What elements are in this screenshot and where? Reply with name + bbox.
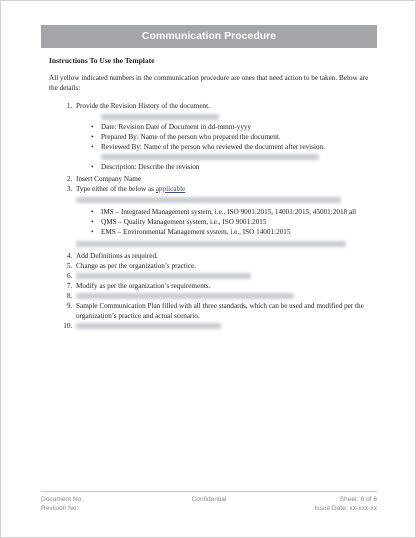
sub-item-redacted <box>91 152 371 162</box>
sub-item: • Description: Describe the revision <box>91 162 371 172</box>
step-item <box>74 281 371 291</box>
document-title: Communication Procedure <box>41 25 377 48</box>
step-item <box>74 261 371 271</box>
step-text: Sample Communication Plan filled with all three standards, which can be used and modified per the organization’s practice and actual scenario. <box>76 302 364 320</box>
sub-item: • QMS – Quality Management system, i.e., ISO 9001:2015 <box>91 217 371 227</box>
step-item <box>74 174 371 184</box>
step-item <box>74 101 371 172</box>
revision-no-label: Revision No: <box>41 505 79 512</box>
document-no-label: Document No: <box>41 496 84 503</box>
step-item <box>74 251 371 261</box>
footer-divider <box>41 491 377 492</box>
instructions-section <box>49 56 371 331</box>
footer-right <box>314 495 377 513</box>
redacted-text <box>76 273 251 279</box>
step-item <box>74 291 371 301</box>
sub-item: • IMS – Integrated Management system, i.e., ISO 9001:2015, 14001:2015, 45001:2018 all <box>91 207 371 217</box>
sub-item: • Reviewed By: Name of the person who reviewed the document after revision. <box>91 142 371 152</box>
redacted-text <box>76 323 221 329</box>
sub-item-redacted <box>91 112 371 122</box>
step-text: Insert Company Name <box>76 175 142 183</box>
sub-item-redacted <box>76 195 371 205</box>
step-item <box>74 301 371 321</box>
step-item <box>74 184 371 249</box>
sub-item: • Prepared By: Name of the person who prepared the document. <box>91 132 371 142</box>
sub-list <box>76 207 371 237</box>
redacted-text <box>101 154 319 160</box>
sub-list <box>76 195 371 205</box>
redacted-text <box>76 293 294 299</box>
sheet-number: Sheet: 6 of 6 <box>339 496 377 503</box>
applicable-link[interactable]: applicable <box>155 185 186 193</box>
redacted-text <box>101 114 219 120</box>
step-text: Provide the Revision History of the document. <box>76 102 210 110</box>
sub-item: • EMS – Environmental Management system, i.e., ISO 14001:2015 <box>91 227 371 237</box>
sub-item: • Date: Revision Date of Document in dd-mmm-yyyy <box>91 122 371 132</box>
step-item <box>74 321 371 331</box>
instruction-steps <box>49 101 371 331</box>
step-text: Change as per the organization’s practice. <box>76 262 197 270</box>
step-text: Add Definitions as required. <box>76 252 158 260</box>
confidential-label: Confidential <box>191 496 227 503</box>
redacted-text <box>76 241 346 247</box>
section-heading: Instructions To Use the Template <box>49 56 155 65</box>
sub-list <box>76 239 371 249</box>
step-text: Modify as per the organization’s requirements. <box>76 282 211 290</box>
sub-list <box>76 112 371 172</box>
sub-item-redacted <box>76 239 371 249</box>
intro-paragraph: All yellow indicated numbers in the communication procedure are ones that need action to be taken. Below are the details: <box>49 74 369 92</box>
step-text: Type either of the below as <box>76 185 156 193</box>
issue-date: Issue Date: xx-xxx-xx <box>314 505 377 512</box>
step-item <box>74 271 371 281</box>
redacted-text <box>76 197 341 203</box>
